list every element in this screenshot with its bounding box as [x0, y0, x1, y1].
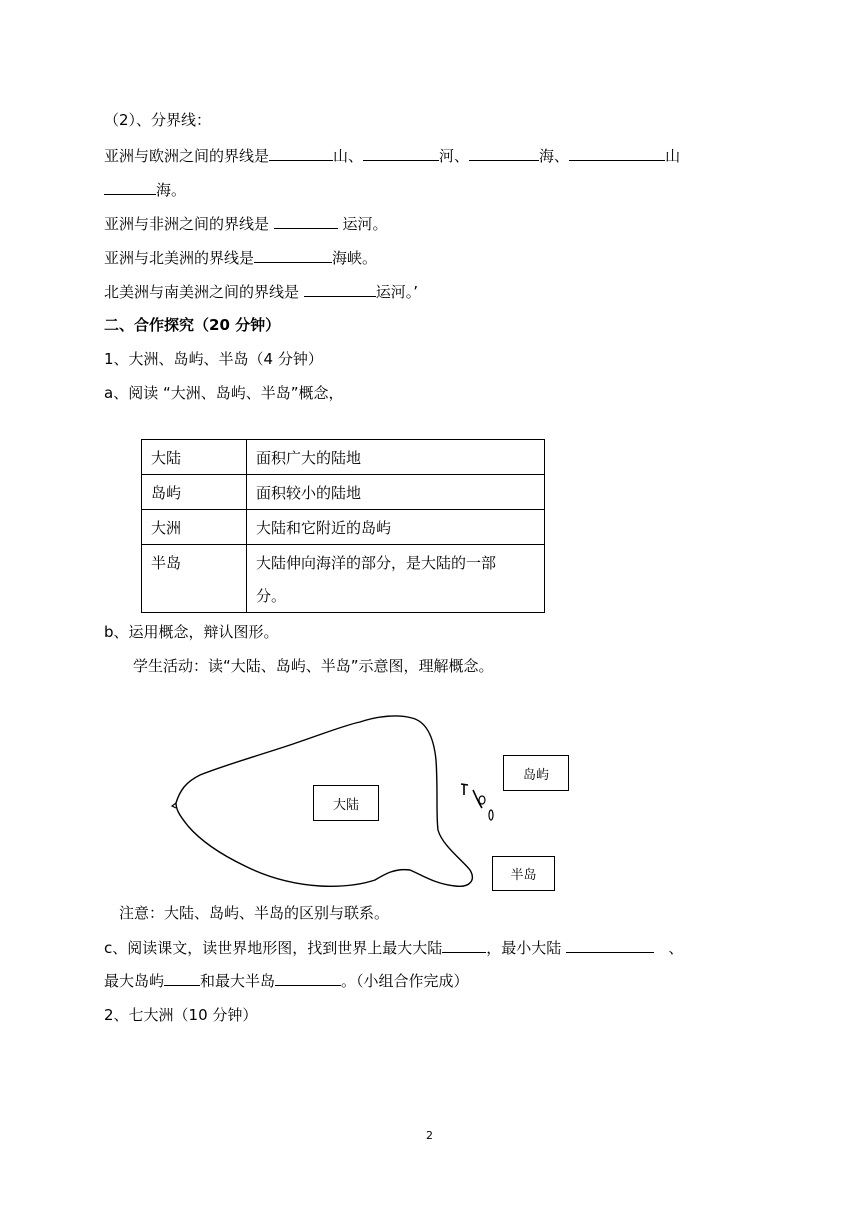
text-sea-2: 海。: [156, 181, 187, 199]
student-activity: 学生活动：读“大陆、岛屿、半岛”示意图，理解概念。: [133, 657, 494, 675]
island-label: 岛屿: [522, 767, 549, 783]
page-number: 2: [426, 1129, 433, 1142]
island-mark-3: [479, 796, 485, 804]
question-1c2-prefix: 最大岛屿: [104, 972, 165, 990]
mainland-tip: [172, 803, 176, 808]
asia-namerica-suffix: 海峡。: [332, 249, 378, 267]
question-2-title: 2、七大洲（10 分钟）: [104, 1006, 258, 1024]
peninsula-label: 半岛: [510, 868, 537, 883]
mainland-label: 大陆: [332, 797, 359, 813]
table-definition-line-1: 大陆伸向海洋的部分，是大陆的一部: [256, 554, 497, 572]
blank-smallest-continent[interactable]: [566, 937, 654, 953]
text-river: 河、: [439, 147, 470, 165]
question-1c-prefix: c、阅读课文，读世界地形图，找到世界上最大大陆: [104, 939, 443, 957]
table-definition: 大陆和它附近的岛屿: [247, 510, 545, 545]
question-1c: [104, 937, 683, 958]
table-definition: 面积较小的陆地: [247, 475, 545, 510]
boundaries-heading: （2）、分界线：: [104, 111, 212, 129]
question-1c-line-2: [104, 970, 469, 991]
island-mark-1: [461, 784, 468, 795]
blank-largest-island[interactable]: [164, 970, 200, 986]
question-1c-mid: ，最小大陆: [486, 939, 567, 957]
table-term: 半岛: [142, 545, 247, 613]
note-text: 注意：大陆、岛屿、半岛的区别与联系。: [119, 904, 390, 922]
mainland-label-box: [313, 785, 379, 821]
island-mark-2: [473, 790, 482, 808]
asia-africa-prefix: 亚洲与非洲之间的界线是: [104, 215, 274, 233]
asia-namerica-prefix: 亚洲与北美洲的界线是: [104, 249, 255, 267]
table-definition-line-2: 分。: [256, 587, 287, 605]
question-1c2-mid: 和最大半岛: [200, 972, 276, 990]
asia-africa-suffix: 运河。: [337, 215, 388, 233]
peninsula-label-box: [492, 856, 555, 891]
island-mark-4: [489, 810, 493, 820]
americas-prefix: 北美洲与南美洲之间的界线是: [104, 283, 304, 301]
text-sea: 海、: [539, 147, 570, 165]
table-term: 大洲: [142, 510, 247, 545]
section-title-cooperative: 二、合作探究（20 分钟）: [104, 316, 281, 334]
text-mountain-2: 山: [665, 147, 681, 165]
blank-largest-continent[interactable]: [442, 937, 486, 953]
table-definition: 面积广大的陆地: [247, 440, 545, 475]
island-label-box: [503, 755, 569, 791]
question-1c-end: 、: [654, 939, 684, 957]
text-mountain: 山、: [333, 147, 364, 165]
blank-largest-peninsula[interactable]: [275, 970, 341, 986]
asia-europe-prefix: 亚洲与欧洲之间的界线是: [104, 147, 270, 165]
question-1-title: 1、大洲、岛屿、半岛（4 分钟）: [104, 350, 323, 368]
table-term: 大陆: [142, 440, 247, 475]
table-term: 岛屿: [142, 475, 247, 510]
question-1a: a、阅读 “大洲、岛屿、半岛”概念，: [104, 384, 344, 402]
question-1b: b、运用概念，辩认图形。: [104, 623, 279, 641]
question-1c2-suffix: 。（小组合作完成）: [341, 972, 469, 990]
americas-suffix: 运河。’: [375, 283, 419, 301]
